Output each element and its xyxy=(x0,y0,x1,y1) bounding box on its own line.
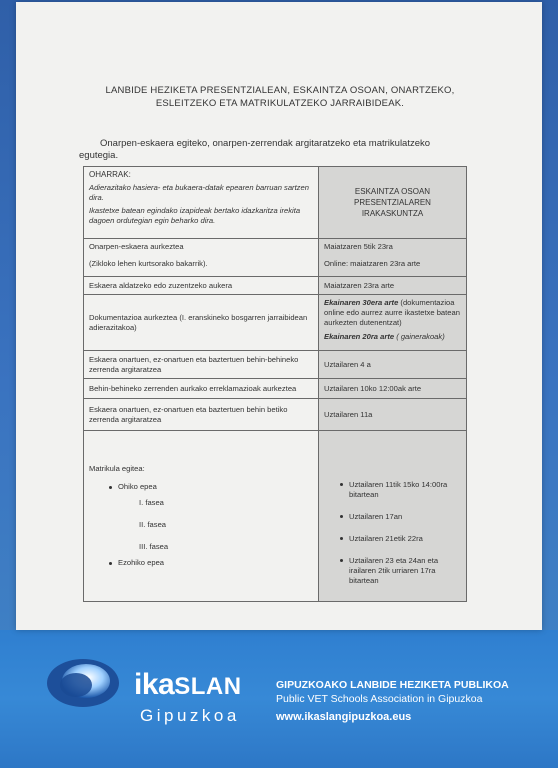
list-item xyxy=(109,558,313,568)
ohiko-label: Ohiko epea xyxy=(118,482,157,491)
title-line-2: ESLEITZEKO ETA MATRIKULATZEKO JARRAIBIDEAK. xyxy=(155,98,405,109)
date-ezohiko: Uztailaren 23 eta 24an eta irailaren 2tik urriaren 17ra bitartean xyxy=(349,556,439,585)
table-row-matricula xyxy=(84,431,467,602)
bullet-icon xyxy=(109,562,112,565)
intro-line-2: egutegia. xyxy=(79,150,119,161)
notes-heading: OHARRAK: xyxy=(89,170,131,179)
bullet-icon xyxy=(340,515,343,518)
phase-1: I. fasea xyxy=(139,498,164,507)
date-phase-1: Uztailaren 11tik 15ko 14:00ra bitartean xyxy=(349,480,448,499)
row-label xyxy=(84,239,319,277)
title-line-1: LANBIDE HEZIKETA PRESENTZIALEAN, ESKAINTZA OSOAN, ONARTZEKO, xyxy=(105,85,455,96)
note-2: Ikastetxe batean egindako izapideak bertako idazkaritza irekita dagoen ordutegian egin beharko dira. xyxy=(89,206,301,225)
intro-line-1: Onarpen-eskaera egiteko, onarpen-zerrendak argitaratzeko eta matrikulatzeko xyxy=(100,138,431,149)
deadline-online: Ekainaren 30era arte xyxy=(324,298,399,307)
matricula-dates-cell xyxy=(319,431,467,602)
bullet-icon xyxy=(340,537,343,540)
calendar-table xyxy=(83,166,467,602)
column-header: ESKAINTZA OSOAN PRESENTZIALAREN IRAKASKUNTZA xyxy=(319,167,467,239)
table-row xyxy=(84,351,467,379)
row-label-note: (Zikloko lehen kurtsorako bakarrik). xyxy=(89,259,208,268)
row-value xyxy=(319,295,467,351)
notes-cell xyxy=(84,167,319,239)
table-row xyxy=(84,379,467,399)
document-title xyxy=(70,84,490,110)
deadline-online-note: (dokumentazioa online edo aurrez aurre ikastetxe batean aurkezten dutenentzat) xyxy=(324,298,460,327)
row-label: Dokumentazioa aurkeztea (I. eranskineko bosgarren jarraibidean adierazitakoa) xyxy=(84,295,319,351)
row-value xyxy=(319,239,467,277)
list-item xyxy=(324,556,461,586)
bullet-icon xyxy=(340,483,343,486)
intro-paragraph xyxy=(79,138,480,162)
row-value-other-docs xyxy=(324,332,461,342)
deadline-other: Ekainaren 20ra arte xyxy=(324,332,395,341)
brand-slan: SLAN xyxy=(174,673,242,700)
phase-3: III. fasea xyxy=(139,542,169,551)
brand-ika: ika xyxy=(134,668,175,701)
bullet-icon xyxy=(340,559,343,562)
table-row xyxy=(84,277,467,295)
brand-wordmark xyxy=(134,668,242,702)
matricula-label: Matrikula egitea: xyxy=(89,464,145,473)
table-row xyxy=(84,399,467,431)
date-phase-2: Uztailaren 17an xyxy=(349,512,403,521)
list-item xyxy=(324,534,461,544)
row-value-main: Maiatzaren 5tik 23ra xyxy=(324,242,393,251)
date-phase-3: Uztailaren 21etik 22ra xyxy=(349,534,423,543)
list-item xyxy=(109,482,313,492)
list-item xyxy=(324,512,461,522)
list-item xyxy=(324,480,461,500)
association-block xyxy=(276,678,509,724)
association-english: Public VET Schools Association in Gipuzkoa xyxy=(276,693,483,705)
row-label: Eskaera onartuen, ez-onartuen eta baztertuen behin-behineko zerrenda argitaratzea xyxy=(84,351,319,379)
row-label: Behin-behineko zerrenden aurkako erreklamazioak aurkeztea xyxy=(84,379,319,399)
association-name: GIPUZKOAKO LANBIDE HEZIKETA PUBLIKOA xyxy=(276,679,509,691)
phase-2: II. fasea xyxy=(139,520,167,529)
note-1: Adierazitako hasiera- eta bukaera-datak epearen barruan sartzen dira. xyxy=(89,183,309,202)
row-label: Eskaera aldatzeko edo zuzentzeko aukera xyxy=(84,277,319,295)
table-row xyxy=(84,239,467,277)
row-value: Maiatzaren 23ra arte xyxy=(319,277,467,295)
website-link[interactable]: www.ikaslangipuzkoa.eus xyxy=(276,711,412,723)
row-value: Uztailaren 4 a xyxy=(319,351,467,379)
matricula-cell xyxy=(84,431,319,602)
row-label: Eskaera onartuen, ez-onartuen eta baztertuen behin betiko zerrenda argitaratzea xyxy=(84,399,319,431)
date-list xyxy=(324,480,461,586)
bullet-icon xyxy=(109,486,112,489)
row-value-online: Online: maiatzaren 23ra arte xyxy=(324,259,421,268)
ezohiko-label: Ezohiko epea xyxy=(118,558,165,567)
deadline-other-note: ( gainerakoak) xyxy=(394,332,445,341)
row-value: Uztailaren 11a xyxy=(319,399,467,431)
row-label-main: Onarpen-eskaera aurkeztea xyxy=(89,242,184,251)
row-value: Uztailaren 10ko 12:00ak arte xyxy=(319,379,467,399)
table-row xyxy=(84,295,467,351)
table-header-row xyxy=(84,167,467,239)
row-value-online-docs xyxy=(324,298,461,328)
ikaslan-logo-icon xyxy=(46,658,120,708)
brand-subtitle: Gipuzkoa xyxy=(140,706,240,725)
